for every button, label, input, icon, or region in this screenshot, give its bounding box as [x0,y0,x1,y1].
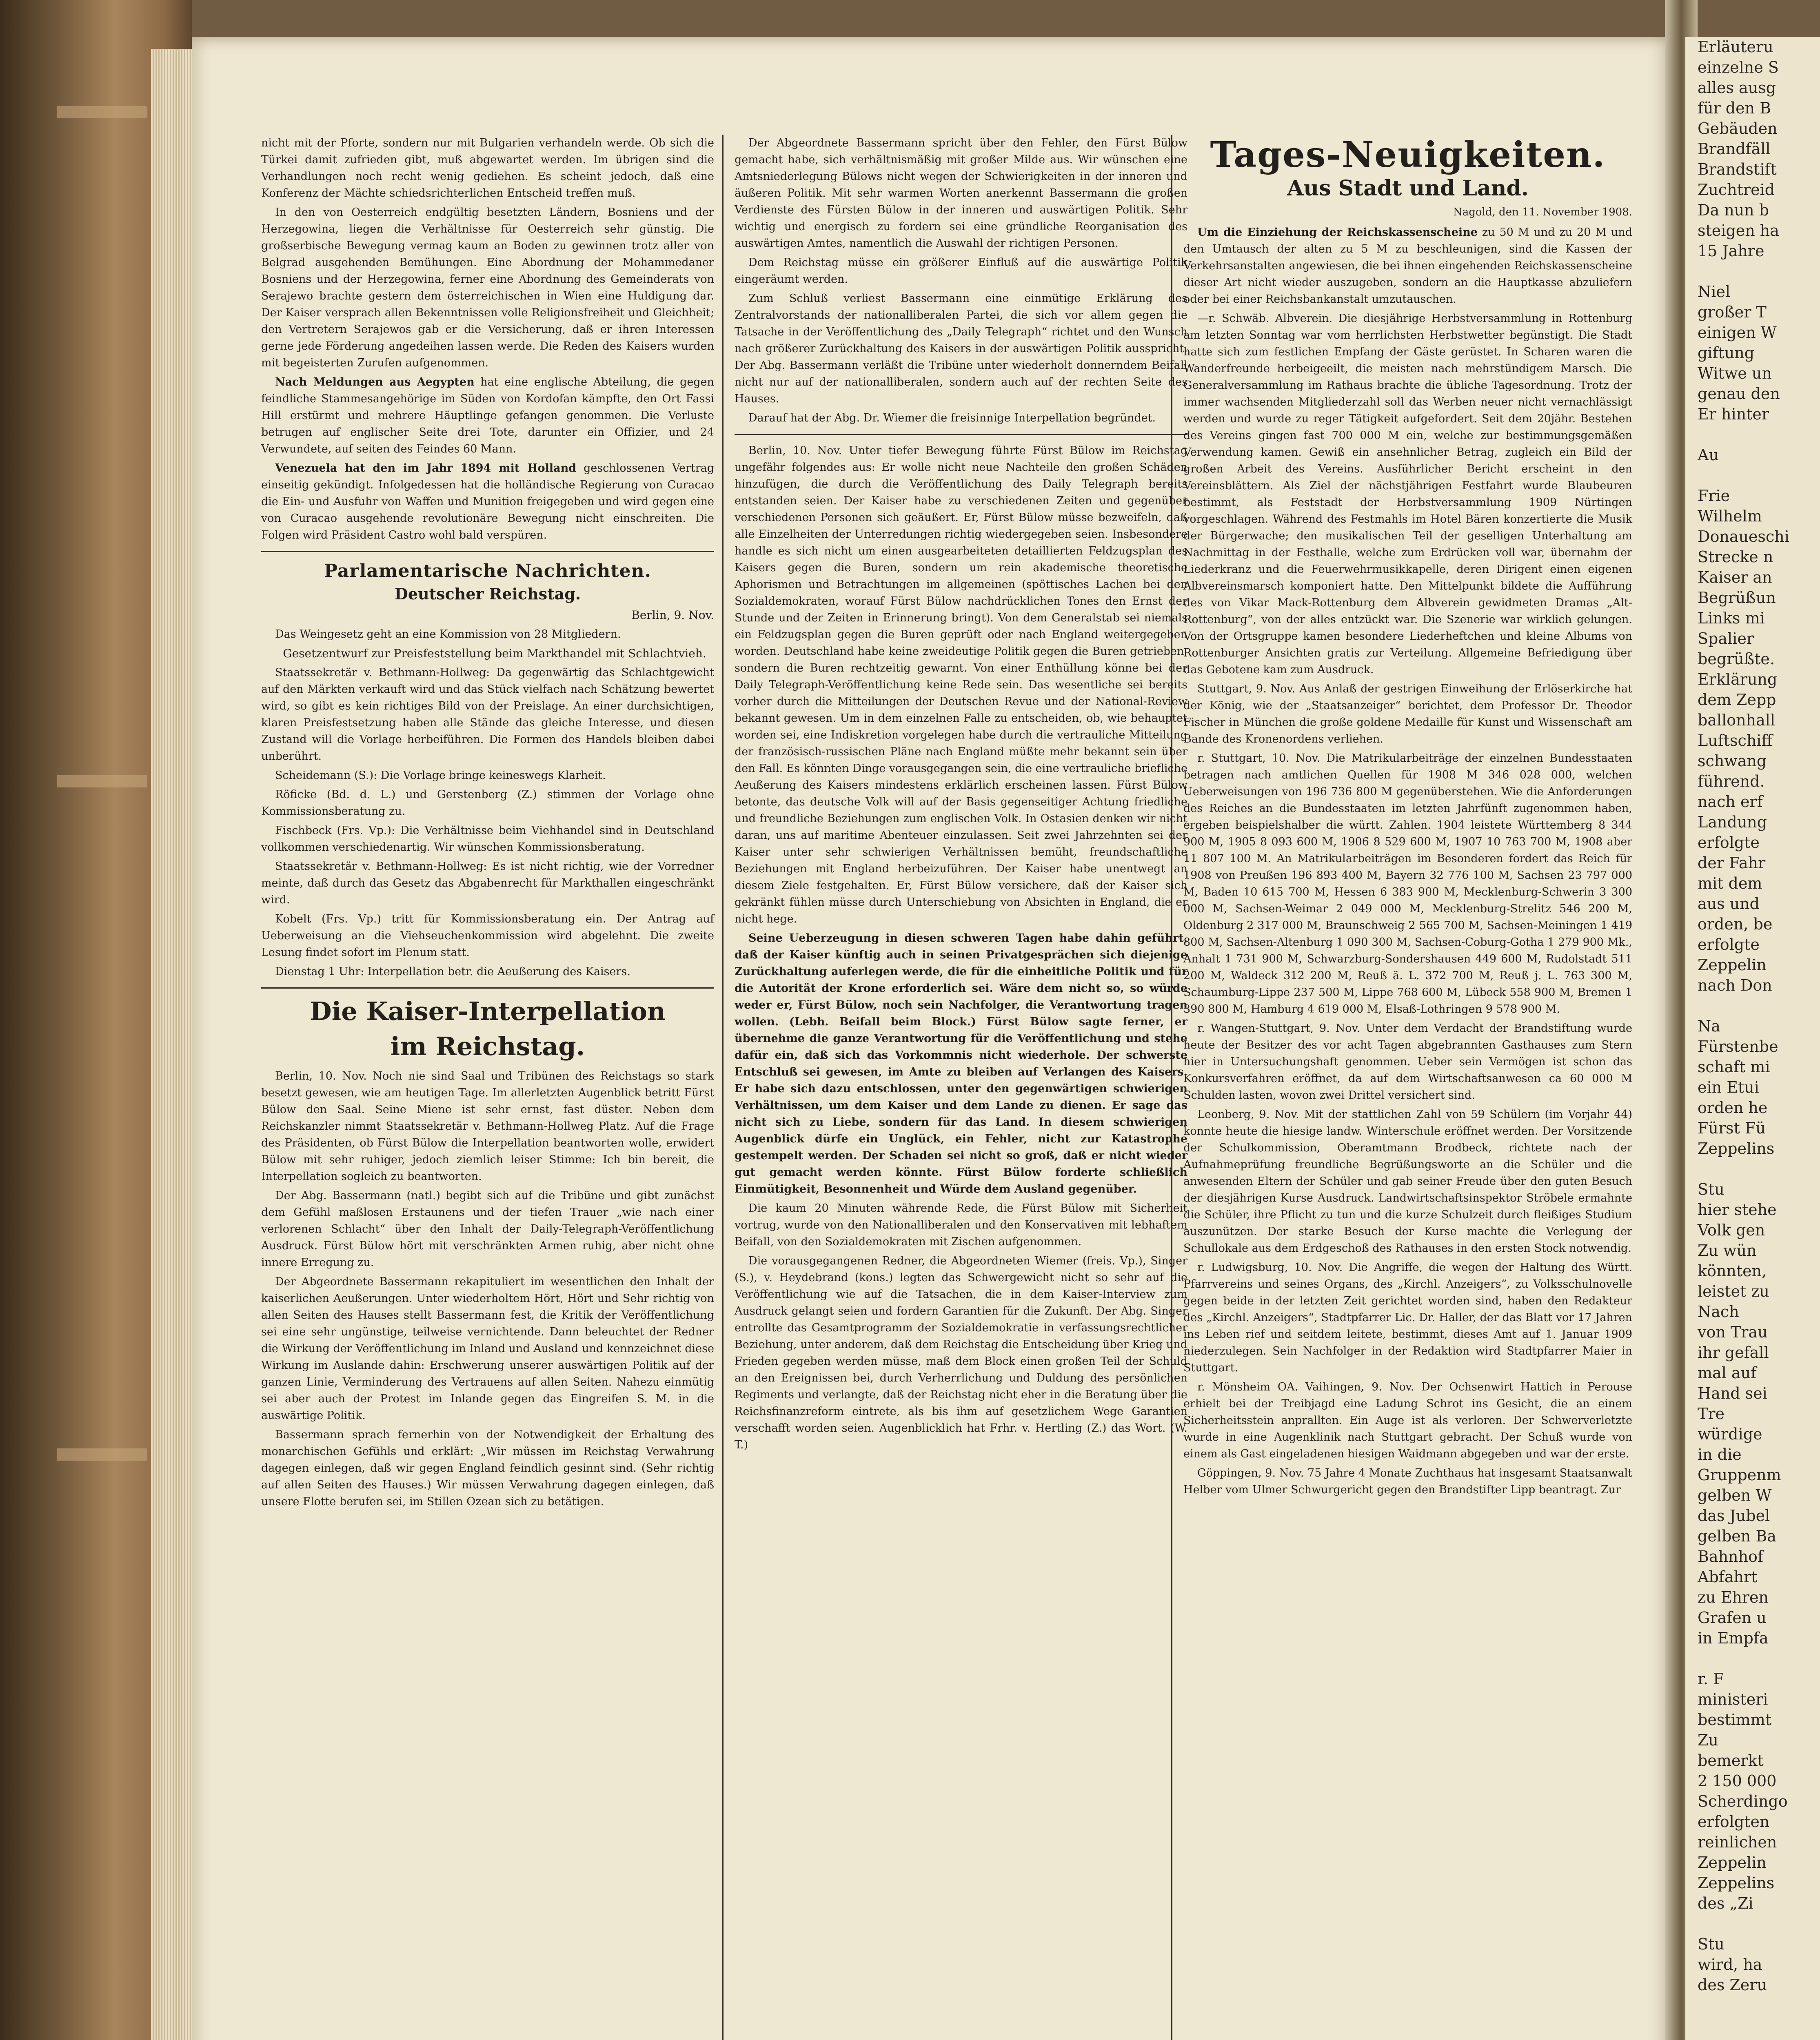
right-page-line: Zeppelin [1698,1854,1767,1871]
right-page-line: wird, ha [1698,1956,1762,1973]
right-page-line: bemerkt [1698,1752,1764,1769]
column-3 [1183,135,1632,1501]
right-page-line: Zeppelins [1698,1874,1775,1892]
news-item: —r. Schwäb. Albverein. Die diesjährige Herbstversammlung in Rottenburg am letzten Sonntag war vom herrlichsten Herbstwetter begünstigt. Die Stadt hatte sich zum festlichen Empfang der Gäste gerüstet. In Scharen waren die Wanderfreunde herbeigeeilt, die meisten nach mehrstündigem Marsch. Die Generalversammlung im Rathaus brachte die übliche Tagesordnung. Trotz der immer wachsenden Mitgliederzahl soll das Werben neuer nicht vernachlässigt werden und wurde zu reger Tätigkeit aufgefordert. Seit dem 20jähr. Bestehen des Vereins gingen fast 700 000 M ein, welche zur bestimmungsgemäßen Verwendung kamen. Gewiß ein ansehnlicher Betrag, zugleich ein Bild der großen Arbeit des Vereins. Ausführlicher Bericht erscheint in den Vereinsblättern. Als Ziel der nächstjährigen Festfahrt wurde Blaubeuren bestimmt, als Feststadt der Herbstversammlung 1909 Nürtingen vorgeschlagen. Während des Festmahls im Hotel Bären konzertierte die Musik der Bürgerwache; den musikalischen Teil der geselligen Unterhaltung am Nachmittag in der Festhalle, welche zum Erdrücken voll war, übernahm der Liederkranz und die Feuerwehrmusikkapelle, deren Dirigent einen eigenen Albvereinsmarsch komponiert hatte. Den Mittelpunkt bildete die Aufführung des von Vikar Mack-Rottenburg dem Albverein gewidmeten Dramas „Alt-Rottenburg“, von der alles entzückt war. Die Szenerie war wirklich gelungen. Von der Ortsgruppe kamen besondere Liederheftchen und kleine Albums von Rottenburger Ansichten gratis zur Verteilung. Allgemeine Befriedigung über das Gebotene kam zum Ausdruck. [1183,312,1632,676]
right-page-line: Stu [1698,1935,1725,1953]
article-paragraph: Scheidemann (S.): Die Vorlage bringe keineswegs Klarheit. [275,769,606,782]
right-page-line: zu Ehren [1698,1588,1769,1606]
right-page-line: steigen ha [1698,222,1779,239]
right-page-line: Grafen u [1698,1609,1767,1627]
right-page-line: Witwe un [1698,364,1772,382]
right-page-line: begrüßte. [1698,650,1775,668]
right-page-line: Gebäuden [1698,120,1778,137]
right-page-line: hier stehe [1698,1201,1777,1219]
right-page-line: 2 150 000 [1698,1772,1777,1790]
right-page-line: des „Zi [1698,1894,1753,1912]
right-page-line: des Zeru [1698,1976,1767,1994]
right-page-line: Luftschiff [1698,732,1773,749]
right-page-line: aus und [1698,895,1760,913]
right-page-line: Fürst Fü [1698,1119,1766,1137]
article-paragraph: Seine Ueberzeugung in diesen schweren Tagen habe dahin geführt, daß der Kaiser künftig auch in seinen Privatgesprächen sich diejenige Zurückhaltung auferlegen werde, die für die einheitliche Politik und für die Autorität der Krone erforderlich sei. Wäre dem nicht so, so würde weder er, Fürst Bülow, noch sein Nachfolger, die Verantwortung tragen wollen. (Lebh. Beifall beim Block.) Fürst Bülow sagte ferner, er übernehme die ganze Verantwortung für die Veröffentlichung und stehe dafür ein, daß sich das Vorkommnis nicht wiederhole. Der schwerste Entschluß sei gewesen, im Amte zu bleiben auf Verlangen des Kaisers. Er habe sich dazu entschlossen, unter den gegenwärtigen schwierigen Verhältnissen, um dem Kaiser und dem Lande zu dienen. Er sage das nicht sich zu Liebe, sondern für das Land. In diesem schwierigen Augenblick dürfe ein Unglück, ein Fehler, nicht zur Katastrophe gestempelt werden. Der Schaden sei nicht so groß, daß er nicht wieder gut gemacht werden könnte. Fürst Bülow forderte schließlich Einmütigkeit, Besonnenheit und Würde dem Ausland gegenüber. [735,932,1187,1195]
dateline: Berlin, 9. Nov. [631,608,714,622]
right-page-line: Da nun b [1698,201,1769,219]
right-page-line: ihr gefall [1698,1344,1769,1361]
right-page-line: Volk gen [1698,1221,1765,1239]
article-paragraph: In den von Oesterreich endgültig besetzten Ländern, Bosniens und der Herzegowina, liegen die Verhältnisse für Oesterreich sehr günstig. Die großserbische Bewegung vermag kaum an Boden zu gewinnen trotz aller von Belgrad ausgehenden Bemühungen. Eine Abordnung der Mohammedaner Bosniens und der Herzegowina, ferner eine Abordnung des Gemeinderats von Serajewo brachte gestern dem österreichischen in Wien eine Huldigung dar. Der Kaiser versprach allen Bekenntnissen volle Religionsfreiheit und Gleichheit; den Vertretern Serajewos gab er die Versicherung, daß er ihren Interessen gerne jede Förderung angedeihen lassen werde. Die Reden des Kaisers wurden mit begeisterten Zurufen aufgenommen. [261,206,714,369]
headline-kaiser-interpellation: Die Kaiser-Interpellation [309,996,666,1026]
right-page-line: dem Zepp [1698,691,1776,709]
right-page-line [1698,1914,1820,1934]
right-page-line: Na [1698,1017,1720,1035]
right-page-line: mal auf [1698,1364,1757,1382]
right-page-line: das Jubel [1698,1507,1770,1525]
article-paragraph: Darauf hat der Abg. Dr. Wiemer die freisinnige Interpellation begründet. [748,412,1156,424]
right-page-line [1698,1648,1820,1669]
right-page-line: führend. [1698,772,1765,790]
article-paragraph: Die kaum 20 Minuten währende Rede, die Fürst Bülow mit Sicherheit vortrug, wurde von den Nationalliberalen und den Konservativen mit lebhaftem Beifall, von den Sozialdemokraten mit Zischen aufgenommen. [735,1202,1187,1248]
article-paragraph: Fischbeck (Frs. Vp.): Die Verhältnisse beim Viehhandel sind in Deutschland vollkommen verschiedenartig. Wir wünschen Kommissionsberatung. [261,824,714,854]
right-page-line: Donaueschi [1698,528,1789,545]
paragraph-text: Die vorausgegangenen Redner, die Abgeordneten Wiemer (freis. Vp.), Singer (S.), v. Heydebrand (kons.) legten das Schwergewicht nicht so sehr auf die Veröffentlichung wie auf die Tatsachen, die in dem Kaiser-Interview zum Ausdruck gelangt seien und fordern Garantien für die Zukunft. Der Abg. Singer entrollte das Gesamtprogramm der Sozialdemokratie in verfassungsrechtlicher Beziehung, unter anderem, daß dem Reichstag die Entscheidung über Krieg und Frieden gegeben werden müsse, maß dem Block einen großen Teil der Schuld an den Ereignissen bei, durch Verherrlichung und Duldung des persönlichen Regiments und verlangte, daß der Reichstag nicht eher in die Beratung über die Reichsfinanzreform eintrete, als bis ihm auf gesetzlichem Wege Garantien verschafft worden seien. Augenblicklich hat Frhr. v. Hertling (Z.) das Wort. [735,1255,1187,1435]
right-page-line: erfolgten [1698,1813,1770,1831]
right-page-line: genau den [1698,385,1780,403]
column-rule [722,135,724,2040]
section-heading-parliament: Parlamentarische Nachrichten. [324,561,651,581]
right-page-line: r. F [1698,1670,1724,1688]
right-page-line: in die [1698,1446,1742,1463]
section-divider [261,987,714,989]
right-page-line: gelben Ba [1698,1527,1776,1545]
right-page-line: Hand sei [1698,1384,1767,1402]
section-divider [735,434,1187,435]
news-item [1183,224,1632,308]
right-page-line: Nach [1698,1303,1739,1321]
column-1 [261,135,714,1512]
right-page-line [1698,261,1820,282]
right-page-line: schaft mi [1698,1058,1770,1076]
right-page-line: Erläuteru [1698,38,1773,56]
subheading-reichstag: Deutscher Reichstag. [394,585,581,603]
headline-im-reichstag: im Reichstag. [390,1031,585,1061]
right-page-line: Frie [1698,487,1730,505]
right-page-line: 15 Jahre [1698,242,1765,260]
right-page-line: gelben W [1698,1486,1772,1504]
article-paragraph: Dienstag 1 Uhr: Interpellation betr. die Aeußerung des Kaisers. [275,965,630,978]
right-page-line: nach Don [1698,976,1772,994]
source-signature: (W. T.) [735,1422,1187,1451]
right-page-line: einzelne S [1698,58,1779,76]
right-page-line: Begrüßun [1698,589,1776,607]
article-paragraph: Dem Reichstag müsse ein größerer Einfluß auf die auswärtige Politik eingeräumt werden. [735,256,1187,286]
article-paragraph: Der Abgeordnete Bassermann rekapituliert im wesentlichen den Inhalt der kaiserlichen Aeußerungen. Unter wiederholtem Hört, Hört und Sehr richtig von allen Seiten des Hauses stellt Bassermann fest, die Kritik der Veröffentlichung sei eine sehr ungünstige, teilweise vernichtende. Dann beleuchtet der Redner die Wirkung der Veröffentlichung im Inland und Ausland und kennzeichnet diese Wirkung im Auslande dahin: Erschwerung unserer auswärtigen Politik auf der ganzen Linie, Verminderung des Vertrauens auf allen Seiten. Nahezu einmütig sei aber auch der Protest im Inlande gegen das Eingreifen S. M. in die auswärtige Politik. [261,1275,714,1422]
paragraph-lead: Nach Meldungen aus Aegypten [275,376,475,388]
right-page-line: Wilhelm [1698,507,1762,525]
right-page-line: Fürstenbe [1698,1038,1778,1055]
article-paragraph: Der Abg. Bassermann (natl.) begibt sich auf die Tribüne und gibt zunächst dem Gefühl maßlosen Erstaunens und der tiefen Trauer „wie nach einer verlorenen Schlacht“ über den Inhalt der Daily-Telegraph-Veröffentlichung Ausdruck. Fürst Bülow hört mit verschränkten Armen ruhig, aber nicht ohne innere Erregung zu. [261,1189,714,1269]
news-item: Göppingen, 9. Nov. 75 Jahre 4 Monate Zuchthaus hat insgesamt Staatsanwalt Helber vom Ulmer Schwurgericht gegen den Brandstifter Lipp beantragt. Zur [1183,1467,1632,1496]
dateline: Nagold, den 11. November 1908. [1453,206,1632,218]
news-item: r. Wangen-Stuttgart, 9. Nov. Unter dem Verdacht der Brandstiftung wurde heute der Besitzer des vor acht Tagen abgebrannten Gasthauses zum Stern hier in Untersuchungshaft genommen. Ueber sein Vermögen ist schon das Konkursverfahren eröffnet, da auf dem Wirtschaftsanwesen ca 60 000 M Schulden lasten, wovon zwei Drittel versichert sind. [1183,1022,1632,1102]
article-paragraph: Zum Schluß verliest Bassermann eine einmütige Erklärung des Zentralvorstands der nationalliberalen Partei, die sich vor allem gegen die Tatsache in der Veröffentlichung des „Daily Telegraph“ richtet und den Wunsch nach größerer Zurückhaltung des Kaisers in der auswärtigen Politik ausspricht. Der Abg. Bassermann verläßt die Tribüne unter wiederholt donnerndem Beifall nicht nur auf der nationalliberalen, sondern auch auf der rechten Seite des Hauses. [735,292,1187,405]
right-page-line: Zu [1698,1731,1718,1749]
right-page-line: Strecke n [1698,548,1773,566]
right-page-line: der Fahr [1698,854,1766,872]
article-paragraph: Kobelt (Frs. Vp.) tritt für Kommissionsberatung ein. Der Antrag auf Ueberweisung an die Viehseuchenkommission wird abgelehnt. Die zweite Lesung findet sofort im Plenum statt. [261,913,714,959]
right-page-line: orden he [1698,1099,1768,1117]
right-page-line: Scherdingo [1698,1792,1788,1810]
right-page-line: Niel [1698,283,1731,301]
right-page-line: giftung [1698,344,1755,362]
article-paragraph [261,460,714,543]
right-page-line: erfolgte [1698,834,1760,851]
right-page-line [1698,465,1820,486]
news-item: Leonberg, 9. Nov. Mit der stattlichen Zahl von 59 Schülern (im Vorjahr 44) konnte heute die hiesige landw. Winterschule eröffnet werden. Der Vorsitzende der Schulkommission, Oberamtmann Brodbeck, richtete nach der Aufnahmeprüfung freundliche Begrüßungsworte an die Schüler und die anwesenden Eltern der Schüler und gab seiner Freude über den guten Besuch der diesjährigen Kurse Ausdruck. Landwirtschaftsinspektor Ströbele ermahnte die Schüler, ihre Pflicht zu tun und die kurze Schulzeit durch fleißiges Studium auszunützen. Der starke Besuch der Kurse machte die Verlegung der Schullokale aus dem Erdgeschoß des Rathauses in den ersten Stock notwendig. [1183,1108,1632,1255]
right-page-line: Bahnhof [1698,1548,1763,1565]
column-2 [735,135,1187,1456]
paragraph-text: geschlossenen Vertrag einseitig gekündigt. Infolgedessen hat die holländische Regierung von Curacao die Ein- und Ausfuhr von Waffen und Munition freigegeben und wird gegen eine von Curacao ausgehende revolutionäre Bewegung nicht einschreiten. Die Folgen wird Präsident Castro wohl bald verspüren. [261,462,714,541]
right-page-line: würdige [1698,1425,1762,1443]
right-page-line: einigen W [1698,324,1777,341]
right-page-line: Er hinter [1698,405,1769,423]
right-page-fragment [1685,37,1820,2040]
paragraph-text: hat eine englische Abteilung, die gegen feindliche Stammesangehörige im Süden von Kordofan kämpfte, den Ort Fassi Hill erstürmt und mehrere Häuptlinge gefangen genommen. Die Verluste betrugen auf englischer Seite drei Tote, darunter ein Offizier, und 24 Verwundete, auf seiten des Feindes 60 Mann. [261,376,715,455]
right-page-line: Tre [1698,1405,1725,1423]
article-paragraph: Das Weingesetz geht an eine Kommission von 28 Mitgliedern. [275,628,621,641]
article-paragraph [261,374,714,457]
right-page-line: Au [1698,446,1719,464]
right-page-line: Erklärung [1698,670,1778,688]
article-paragraph: Bassermann sprach fernerhin von der Notwendigkeit der Erhaltung des monarchischen Gefühls und erklärt: „Wir müssen im Reichstag Verwahrung dagegen einlegen, daß wir gegen England feindlich gesinnt sind. (Sehr richtig auf allen Seiten des Hauses.) Wir müssen Verwahrung dagegen einlegen, daß unsere Flotte berufen sei, im Stillen Ozean sich zu betätigen. [261,1428,714,1508]
right-page-line: Zeppelins [1698,1140,1775,1157]
right-page-line [1698,1159,1820,1179]
right-page-line: großer T [1698,303,1767,321]
right-page-line: nach erf [1698,793,1763,811]
right-page-line: alles ausg [1698,79,1776,97]
right-page-line: Zeppelin [1698,956,1767,974]
subheading: Gesetzentwurf zur Preisfeststellung beim Markthandel mit Schlachtvieh. [283,647,706,660]
right-page-line: Abfahrt [1698,1568,1758,1586]
paragraph-text: zu 50 M und zu 20 M und den Umtausch der alten zu 5 M zu beschleunigen, sind die Kassen der Verkehrsanstalten angewiesen, die bei ihnen eingehenden Reichskassenscheine dieser Art nicht wieder auszugeben, sondern an die Hauptkasse abzuliefern oder bei einer Reichsbankanstalt umzutauschen. [1183,226,1632,306]
right-page-line: Landung [1698,813,1767,831]
right-page-line: reinlichen [1698,1833,1777,1851]
right-page-line: schwang [1698,752,1767,770]
right-page-line: von Trau [1698,1323,1768,1341]
right-page-line: für den B [1698,99,1771,117]
right-page-line: mit dem [1698,874,1762,892]
section-divider [261,551,714,552]
article-paragraph: Der Abgeordnete Bassermann spricht über den Fehler, den Fürst Bülow gemacht habe, sich verhältnismäßig mit großer Milde aus. Wir wünschen eine Amtsniederlegung Bülows nicht wegen der Schwierigkeiten in der inneren und äußeren Politik. Mit sehr warmen Worten anerkennt Bassermann die großen Verdienste des Fürsten Bülow in der inneren und auswärtigen Politik. Sehr wichtig und energisch zu fordern sei eine gründliche Reorganisation des auswärtigen Amtes, namentlich die Auswahl der richtigen Personen. [735,137,1187,250]
right-page-line: könnten, [1698,1262,1767,1280]
news-item: Stuttgart, 9. Nov. Aus Anlaß der gestrigen Einweihung der Erlöserkirche hat der König, wie der „Staatsanzeiger“ berichtet, dem Professor Dr. Theodor Fischer in München die große goldene Medaille für Kunst und Wissenschaft am Bande des Kronenordens verliehen. [1183,683,1632,745]
right-page-line: Brandstift [1698,160,1777,178]
right-page-line: ballonhall [1698,711,1776,729]
right-page-line [1698,424,1820,445]
right-page-line: Kaiser an [1698,568,1772,586]
right-page-line: Brandfäll [1698,140,1771,158]
article-paragraph: Berlin, 10. Nov. Unter tiefer Bewegung führte Fürst Bülow im Reichstag ungefähr folgendes aus: Er wolle nicht neue Nachteile den großen Schäden hinzufügen, die durch die Veröffentlichung des Daily Telegraph bereits entstanden seien. Der Kaiser habe zu verschiedenen Zeiten und gegenüber verschiedenen Personen sich geäußert. Er, Fürst Bülow müsse bezweifeln, daß alle Einzelheiten der Unterredungen richtig wiedergegeben seien. Insbesondere handle es sich nicht um einen ausgearbeiteten detaillierten Feldzugsplan des Kaisers gegen die Buren, sondern um rein akademische theoretische Aphorismen und Betrachtungen im allgemeinen (spöttisches Lachen bei den Sozialdemokraten, worauf Fürst Bülow nachdrücklichen Tones den Ernst der Stunde und der Zeiten in Erinnerung bringt). Von dem Generalstab sei niemals ein Feldzugsplan gegen die Buren geprüft oder nach England weitergegeben worden. Deutschland habe keine zweideutige Politik gegen die Buren getrieben, sondern die Buren rechtzeitig gewarnt. Von einer Enthüllung könne bei der Daily Telegraph-Veröffentlichung keine Rede sein. Das wesentliche sei bereits vorher durch die Mitteilungen der Deutschen Revue und der National-Review bekannt gewesen. Um in dem einzelnen Falle zu entscheiden, ob, wie behauptet worden sei, eine Indiskretion vorgelegen habe durch die vertrauliche Mitteilung der französisch-russischen Pläne nach England müßte mehr bekannt sein über den Fall. Es könnten Dinge vorausgegangen sein, die eine vertrauliche briefliche Aeußerung des Kaisers mindestens erklärlich erscheinen lassen. Fürst Bülow betonte, das deutsche Volk will auf der Basis gegenseitiger Achtung friedliche und freundliche Beziehungen zum englischen Volk. In Ostasien denken wir nicht daran, uns auf maritime Abenteuer einzulassen. Seit zwei Jahrzehnten sei der Kaiser unter sehr schwierigen Verhältnissen bemüht, freundschaftliche Beziehungen mit England herbeizuführen. Der Kaiser habe unentwegt an diesem Ziele festgehalten. Er, Fürst Bülow versichere, daß der Kaiser sich gekränkt fühlen müsse durch Unterschiebung von Absichten in England, die er nicht hege. [735,444,1187,925]
paragraph-lead: Um die Einziehung der Reichskassenscheine [1197,226,1478,239]
right-page-line: Gruppenm [1698,1466,1781,1484]
article-paragraph [735,1253,1187,1453]
right-page-line: Zuchtreid [1698,181,1775,199]
section-masthead: Tages-Neuigkeiten. [1210,134,1606,175]
right-page-line: Stu [1698,1180,1725,1198]
article-paragraph: Staatssekretär v. Bethmann-Hollweg: Da gegenwärtig das Schlachtgewicht auf den Märkten verkauft wird und das Stück vielfach nach Schätzung bewertet wird, so gibt es kein richtiges Bild von der Preislage. An einer durchsichtigen, klaren Preisfestsetzung haben alle Stände das gleiche Interesse, und diesen Zustand will die Vorlage herbeiführen. Die Formen des Handels bleiben dabei unberührt. [261,666,714,763]
right-page-line: ein Etui [1698,1078,1759,1096]
section-subtitle: Aus Stadt und Land. [1287,176,1529,201]
right-page-line: Spalier [1698,630,1754,647]
right-page-line: orden, be [1698,915,1773,933]
right-page-line [1698,996,1820,1016]
paragraph-lead: Venezuela hat den im Jahr 1894 mit Holland [275,462,577,475]
news-item: r. Ludwigsburg, 10. Nov. Die Angriffe, die wegen der Haltung des Württ. Pfarrvereins und seines Organs, des „Kirchl. Anzeigers“, zu Volksschulnovelle gegen beide in der letzten Zeit gerichtet worden sind, haben den Redakteur des „Kirchl. Anzeigers“, Stadtpfarrer Lic. Dr. Haller, der das Blatt vor 17 Jahren ins Leben rief und seitdem leitete, bestimmt, dieses Amt auf 1. Januar 1909 niederzulegen. Sein Nachfolger in der Redaktion wird Stadtpfarrer Maier in Stuttgart. [1183,1261,1632,1374]
right-page-line: Zu wün [1698,1242,1757,1259]
news-item: r. Mönsheim OA. Vaihingen, 9. Nov. Der Ochsenwirt Hattich in Perouse erhielt bei der Treibjagd eine Ladung Schrot ins Gesicht, die an einem Sicherheitsstein anprallten. Ein Auge ist als verloren. Der Schwerverletzte wurde in eine Augenklinik nach Stuttgart gebracht. Der Schuß wurde von einem als Gast eingeladenen hiesigen Waidmann abgegeben und war der erste. [1183,1381,1632,1460]
right-page-line: in Empfa [1698,1629,1769,1647]
right-page-line: ministeri [1698,1690,1768,1708]
article-paragraph: Röficke (Bd. d. L.) und Gerstenberg (Z.) stimmen der Vorlage ohne Kommissionsberatung zu. [261,788,714,818]
right-page-line: leistet zu [1698,1282,1769,1300]
article-paragraph: Staatssekretär v. Bethmann-Hollweg: Es ist nicht richtig, wie der Vorredner meinte, daß durch das Gesetz das Abgabenrecht für Markthallen eingeschränkt wird. [261,860,714,906]
right-page-line: erfolgte [1698,936,1760,953]
article-paragraph: Berlin, 10. Nov. Noch nie sind Saal und Tribünen des Reichstags so stark besetzt gewesen, wie am heutigen Tage. Im allerletzten Augenblick betritt Fürst Bülow den Saal. Seine Miene ist sehr ernst, fast düster. Neben dem Reichskanzler nimmt Staatssekretär v. Bethmann-Hollweg Platz. Auf die Frage des Präsidenten, ob Fürst Bülow die Interpellation beantworten wolle, erwidert Bülow mit sehr ruhiger, jedoch ziemlich leiser Stimme: Ich bin bereit, die Interpellation sogleich zu beantworten. [261,1070,714,1183]
right-page-line: Links mi [1698,609,1765,627]
right-page-line: bestimmt [1698,1711,1772,1729]
article-paragraph: nicht mit der Pforte, sondern nur mit Bulgarien verhandeln werde. Ob sich die Türkei damit zufrieden gibt, muß abgewartet werden. Im übrigen sind die Verhandlungen noch recht wenig gediehen. Es scheint jedoch, daß eine Konferenz der Mächte schiedsrichterlichen Entscheid treffen muß. [261,137,714,200]
news-item: r. Stuttgart, 10. Nov. Die Matrikularbeiträge der einzelnen Bundesstaaten betragen nach amtlichen Quellen für 1908 M 346 028 000, welchen Ueberweisungen von 196 736 800 M gegenüberstehen. Wie die Anforderungen des Reiches an die Bundesstaaten im letzten Jahrfünft zugenommen haben, ergeben beispielshalber die württ. Zahlen. 1904 leistete Württemberg 8 344 900 M, 1905 8 093 600 M, 1906 8 529 600 M, 1907 10 763 700 M, 1908 aber 11 807 100 M. An Matrikularbeiträgen im Besonderen fordert das Reich für 1908 von Preußen 196 893 400 M, Bayern 32 776 100 M, Sachsen 23 797 000 M, Baden 10 615 700 M, Hessen 6 383 900 M, Mecklenburg-Schwerin 3 300 000 M, Sachsen-Weimar 2 049 000 M, Mecklenburg-Strelitz 546 200 M, Oldenburg 2 317 000 M, Braunschweig 2 565 700 M, Sachsen-Meiningen 1 419 800 M, Sachsen-Altenburg 1 090 300 M, Sachsen-Coburg-Gotha 1 279 900 Mk., Anhalt 1 731 900 M, Schwarzburg-Sondershausen 449 600 M, Rudolstadt 511 200 M, Waldeck 312 200 M, Reuß ä. L. 372 700 M, Reuß j. L. 763 300 M, Schaumburg-Lippe 237 500 M, Lippe 768 600 M, Lübeck 558 900 M, Bremen 1 390 800 M, Hamburg 4 619 000 M, Elsaß-Lothringen 9 578 900 M. [1183,752,1632,1016]
